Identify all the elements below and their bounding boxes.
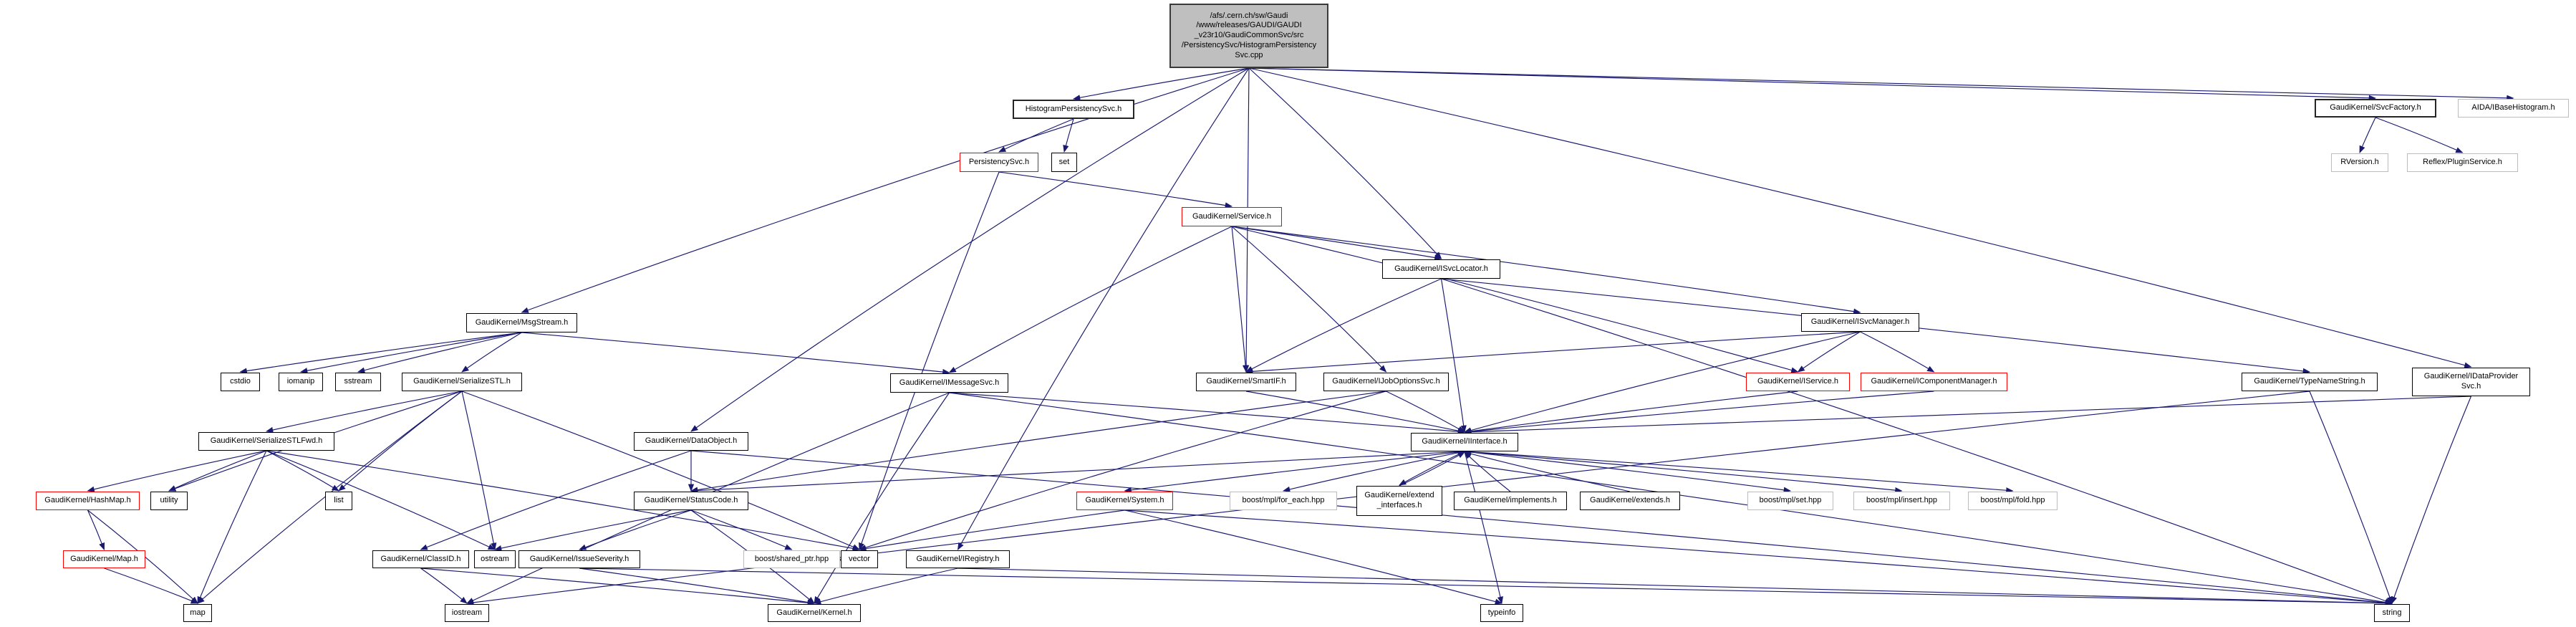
graph-node-label: GaudiKernel/extend [1364, 491, 1434, 500]
graph-node-label: GaudiKernel/IMessageSvc.h [899, 378, 1000, 387]
graph-node-sharedptr [743, 550, 840, 568]
graph-node-smartif[interactable] [1196, 373, 1296, 391]
include-edge-typenamestring-to-string [2310, 391, 2392, 603]
include-edge-service-to-iservice [1232, 226, 1798, 372]
graph-node-label: GaudiKernel/TypeNameString.h [2254, 377, 2365, 386]
graph-node-label: /afs/.cern.ch/sw/Gaudi [1210, 11, 1288, 20]
graph-node-label: /PersistencySvc/HistogramPersistency [1181, 40, 1317, 49]
graph-node-label: ostream [481, 554, 509, 563]
graph-node-svcfactory[interactable] [2315, 99, 2436, 118]
graph-node-mplfold [1968, 492, 2058, 510]
graph-node-serializestl[interactable] [402, 373, 522, 391]
graph-node-label: GaudiKernel/MsgStream.h [475, 317, 569, 327]
graph-node-label: GaudiKernel/IInterface.h [1422, 437, 1508, 446]
graph-node-label: vector [849, 554, 870, 563]
graph-node-label: GaudiKernel/System.h [1085, 496, 1164, 505]
graph-node-label: iomanip [286, 377, 315, 386]
graph-node-label: GaudiKernel/HashMap.h [44, 496, 131, 505]
include-edge-iinterface-to-mplfold [1465, 451, 2013, 491]
include-edge-serializestlfwd-to-vector [266, 451, 859, 550]
include-edge-svcfactory-to-reflex [2375, 118, 2463, 153]
graph-node-label: GaudiKernel/SvcFactory.h [2330, 103, 2421, 113]
graph-node-dataobject[interactable] [634, 432, 748, 451]
graph-node-typenamestring[interactable] [2242, 373, 2378, 391]
include-edge-iinterface-to-statuscode [691, 451, 1465, 491]
graph-node-label: GaudiKernel/Service.h [1192, 211, 1272, 221]
include-edge-root-to-msgstream [522, 68, 1250, 312]
include-edge-service-to-imessagesvc [950, 226, 1232, 373]
graph-node-label: boost/shared_ptr.hpp [754, 554, 829, 563]
graph-node-serializestlfwd[interactable] [198, 432, 334, 451]
include-edge-serializestlfwd-to-hashmap [88, 451, 267, 491]
graph-node-label: GaudiKernel/IDataProvider [2423, 372, 2519, 381]
graph-node-hashmap[interactable] [36, 492, 140, 510]
graph-node-classid[interactable] [372, 550, 469, 568]
include-edge-msgstream-to-imessagesvc [522, 332, 950, 373]
graph-node-aida [2458, 99, 2569, 118]
include-edge-ijoboptions-to-iinterface [1386, 391, 1465, 432]
graph-node-label: GaudiKernel/SmartIF.h [1206, 377, 1286, 386]
include-edge-isvcmanager-to-iservice [1798, 332, 1861, 372]
include-edge-statuscode-to-sharedptr [691, 510, 792, 550]
include-edge-classid-to-iostream [421, 568, 468, 603]
graph-node-isvclocator[interactable] [1382, 259, 1500, 279]
graph-node-list[interactable] [325, 492, 352, 510]
graph-node-iregistry[interactable] [906, 550, 1010, 568]
include-edge-system-to-string [1125, 510, 2393, 603]
graph-node-hist_h[interactable] [1013, 100, 1134, 119]
include-edge-icomponentmgr-to-iinterface [1465, 391, 1934, 432]
include-edge-dataobject-to-string [691, 451, 2392, 603]
include-edge-system-to-typeinfo [1125, 510, 1502, 603]
include-edge-persistencysvc-to-vector [859, 172, 999, 550]
graph-node-imessagesvc[interactable] [890, 373, 1008, 393]
include-edge-statuscode-to-issueseverity [579, 510, 691, 550]
graph-node-label: Svc.cpp [1235, 50, 1263, 59]
graph-node-icomponentmgr[interactable] [1861, 373, 2007, 391]
graph-node-issueseverity[interactable] [518, 550, 640, 568]
include-edge-root-to-hist_h [1074, 68, 1249, 99]
graph-node-label: GaudiKernel/IRegistry.h [916, 554, 1000, 563]
include-edge-imessagesvc-to-iinterface [950, 393, 1465, 432]
graph-node-rversion [2331, 153, 2388, 172]
include-edge-system-to-vector [859, 510, 1125, 550]
include-edge-serializestlfwd-to-ostream [266, 451, 495, 550]
include-edge-idataprovider-to-iinterface [1465, 396, 2471, 432]
graph-node-label: GaudiKernel/IComponentManager.h [1871, 377, 1997, 386]
graph-node-ijoboptions[interactable] [1323, 373, 1449, 391]
graph-node-label: Svc.h [2461, 382, 2481, 391]
include-edge-svcfactory-to-rversion [2360, 118, 2375, 153]
include-edge-smartif-to-iinterface [1246, 391, 1465, 432]
include-edge-ijoboptions-to-vector [859, 391, 1386, 550]
include-edge-msgstream-to-serializestl [462, 332, 522, 372]
graph-node-system[interactable] [1076, 492, 1173, 510]
graph-node-mplinsert [1853, 492, 1950, 510]
graph-node-gmap[interactable] [63, 550, 145, 568]
include-edge-root-to-aida [1249, 68, 2514, 98]
graph-node-label: HistogramPersistencySvc.h [1025, 104, 1122, 113]
graph-node-implements[interactable] [1454, 492, 1567, 510]
graph-node-vector[interactable] [841, 550, 878, 568]
graph-node-label: RVersion.h [2340, 158, 2379, 167]
graph-node-label: AIDA/IBaseHistogram.h [2471, 103, 2555, 113]
graph-node-label: set [1058, 157, 1070, 166]
include-edge-iregistry-to-string [958, 568, 2393, 603]
graph-node-service[interactable] [1182, 207, 1282, 226]
include-edge-serializestl-to-ostream [462, 391, 495, 550]
include-edge-serializestl-to-vector [462, 391, 859, 550]
graph-node-statuscode[interactable] [634, 492, 748, 510]
graph-node-label: GaudiKernel/ClassID.h [380, 554, 461, 563]
graph-node-label: boost/mpl/fold.hpp [1980, 496, 2045, 505]
graph-node-label: GaudiKernel/Kernel.h [776, 608, 852, 617]
graph-node-label: GaudiKernel/Map.h [70, 554, 138, 563]
graph-node-label: GaudiKernel/SerializeSTLFwd.h [210, 436, 323, 446]
graph-node-label: /www/releases/GAUDI/GAUDI [1196, 21, 1302, 30]
include-edge-gmap-to-stdmap [105, 568, 198, 603]
graph-node-label: list [334, 496, 344, 505]
graph-node-kernel[interactable] [768, 604, 861, 622]
graph-node-cstdio[interactable] [221, 373, 260, 391]
include-edge-issueseverity-to-kernel [579, 568, 814, 603]
graph-node-persistencysvc[interactable] [960, 153, 1038, 172]
graph-node-label: PersistencySvc.h [968, 157, 1030, 166]
include-edge-isvclocator-to-iinterface [1442, 279, 1465, 432]
graph-node-label: GaudiKernel/IssueSeverity.h [529, 554, 629, 563]
graph-node-label: GaudiKernel/IJobOptionsSvc.h [1332, 377, 1440, 386]
include-edge-iinterface-to-foreach [1283, 451, 1465, 491]
graph-node-iostream[interactable] [445, 604, 489, 622]
graph-node-label: GaudiKernel/SerializeSTL.h [413, 377, 511, 386]
include-edge-iinterface-to-system [1125, 451, 1465, 491]
graph-node-label: utility [160, 496, 178, 505]
graph-node-idataprovider[interactable] [2412, 368, 2530, 396]
graph-node-iservice[interactable] [1746, 373, 1850, 391]
include-edge-isvcmanager-to-smartif [1246, 332, 1861, 372]
graph-node-iomanip[interactable] [279, 373, 323, 391]
graph-node-foreach [1230, 492, 1337, 510]
graph-node-label: boost/mpl/set.hpp [1759, 496, 1822, 505]
include-edge-isvclocator-to-smartif [1246, 279, 1442, 372]
graph-node-label: typeinfo [1487, 608, 1516, 617]
graph-node-reflex [2407, 153, 2518, 172]
graph-node-label: GaudiKernel/implements.h [1464, 496, 1557, 505]
include-edge-serializestl-to-list [339, 391, 462, 491]
graph-node-label: Reflex/PluginService.h [2423, 158, 2502, 167]
include-edge-serializestlfwd-to-utility [169, 451, 266, 491]
graph-node-label: _v23r10/GaudiCommonSvc/src [1194, 31, 1304, 40]
graph-node-ostream[interactable] [474, 550, 516, 568]
include-edge-msgstream-to-sstream [358, 332, 522, 372]
include-edge-service-to-smartif [1232, 226, 1246, 372]
include-edge-imessagesvc-to-kernel [814, 393, 950, 603]
include-edge-hashmap-to-gmap [88, 510, 105, 550]
graph-node-isvcmanager[interactable] [1801, 313, 1919, 332]
include-edge-ijoboptions-to-statuscode [691, 391, 1386, 491]
include-edge-issueseverity-to-string [579, 568, 2392, 603]
include-edge-hist_h-to-set [1064, 119, 1074, 152]
graph-node-string[interactable] [2374, 604, 2410, 622]
graph-node-label: iostream [451, 608, 483, 617]
graph-node-msgstream[interactable] [466, 313, 577, 332]
graph-node-stdmap[interactable] [183, 604, 212, 622]
graph-node-mplset [1747, 492, 1833, 510]
graph-node-iinterface[interactable] [1411, 433, 1518, 451]
include-edge-root-to-isvclocator [1249, 68, 1442, 259]
graph-node-set[interactable] [1051, 153, 1077, 172]
include-edge-msgstream-to-iomanip [301, 332, 522, 372]
graph-node-typeinfo[interactable] [1480, 604, 1523, 622]
graph-node-label: GaudiKernel/extends.h [1590, 496, 1670, 505]
include-edge-iinterface-to-mplinsert [1465, 451, 1902, 491]
graph-node-sstream[interactable] [335, 373, 381, 391]
include-edge-idataprovider-to-string [2392, 396, 2471, 603]
graph-node-label: _interfaces.h [1376, 501, 1422, 509]
graph-node-label: GaudiKernel/ISvcLocator.h [1394, 264, 1488, 273]
graph-node-label: GaudiKernel/ISvcManager.h [1810, 317, 1910, 327]
graph-node-utility[interactable] [150, 492, 188, 510]
graph-node-label: GaudiKernel/StatusCode.h [644, 496, 738, 505]
graph-node-label: boost/mpl/for_each.hpp [1242, 496, 1325, 505]
include-edge-statuscode-to-ostream [495, 510, 691, 550]
graph-node-label: cstdio [230, 377, 251, 386]
graph-node-label: map [190, 608, 206, 617]
include-edge-service-to-ijoboptions [1232, 226, 1386, 372]
graph-node-extends[interactable] [1580, 492, 1680, 510]
include-edge-root-to-svcfactory [1249, 68, 2375, 98]
graph-node-label: sstream [344, 377, 372, 386]
include-edge-service-to-isvcmanager [1232, 226, 1861, 312]
include-edge-isvcmanager-to-icomponentmgr [1861, 332, 1934, 372]
graph-node-label: boost/mpl/insert.hpp [1866, 496, 1938, 505]
include-edge-root-to-iregistry [958, 68, 1250, 550]
graph-node-root [1169, 4, 1328, 68]
graph-node-label: string [2382, 608, 2402, 617]
include-edge-serializestl-to-serializestlfwd [266, 391, 462, 431]
graph-node-extendif[interactable] [1356, 486, 1442, 516]
graph-node-label: GaudiKernel/IService.h [1757, 377, 1839, 386]
graph-node-label: GaudiKernel/DataObject.h [645, 436, 738, 446]
